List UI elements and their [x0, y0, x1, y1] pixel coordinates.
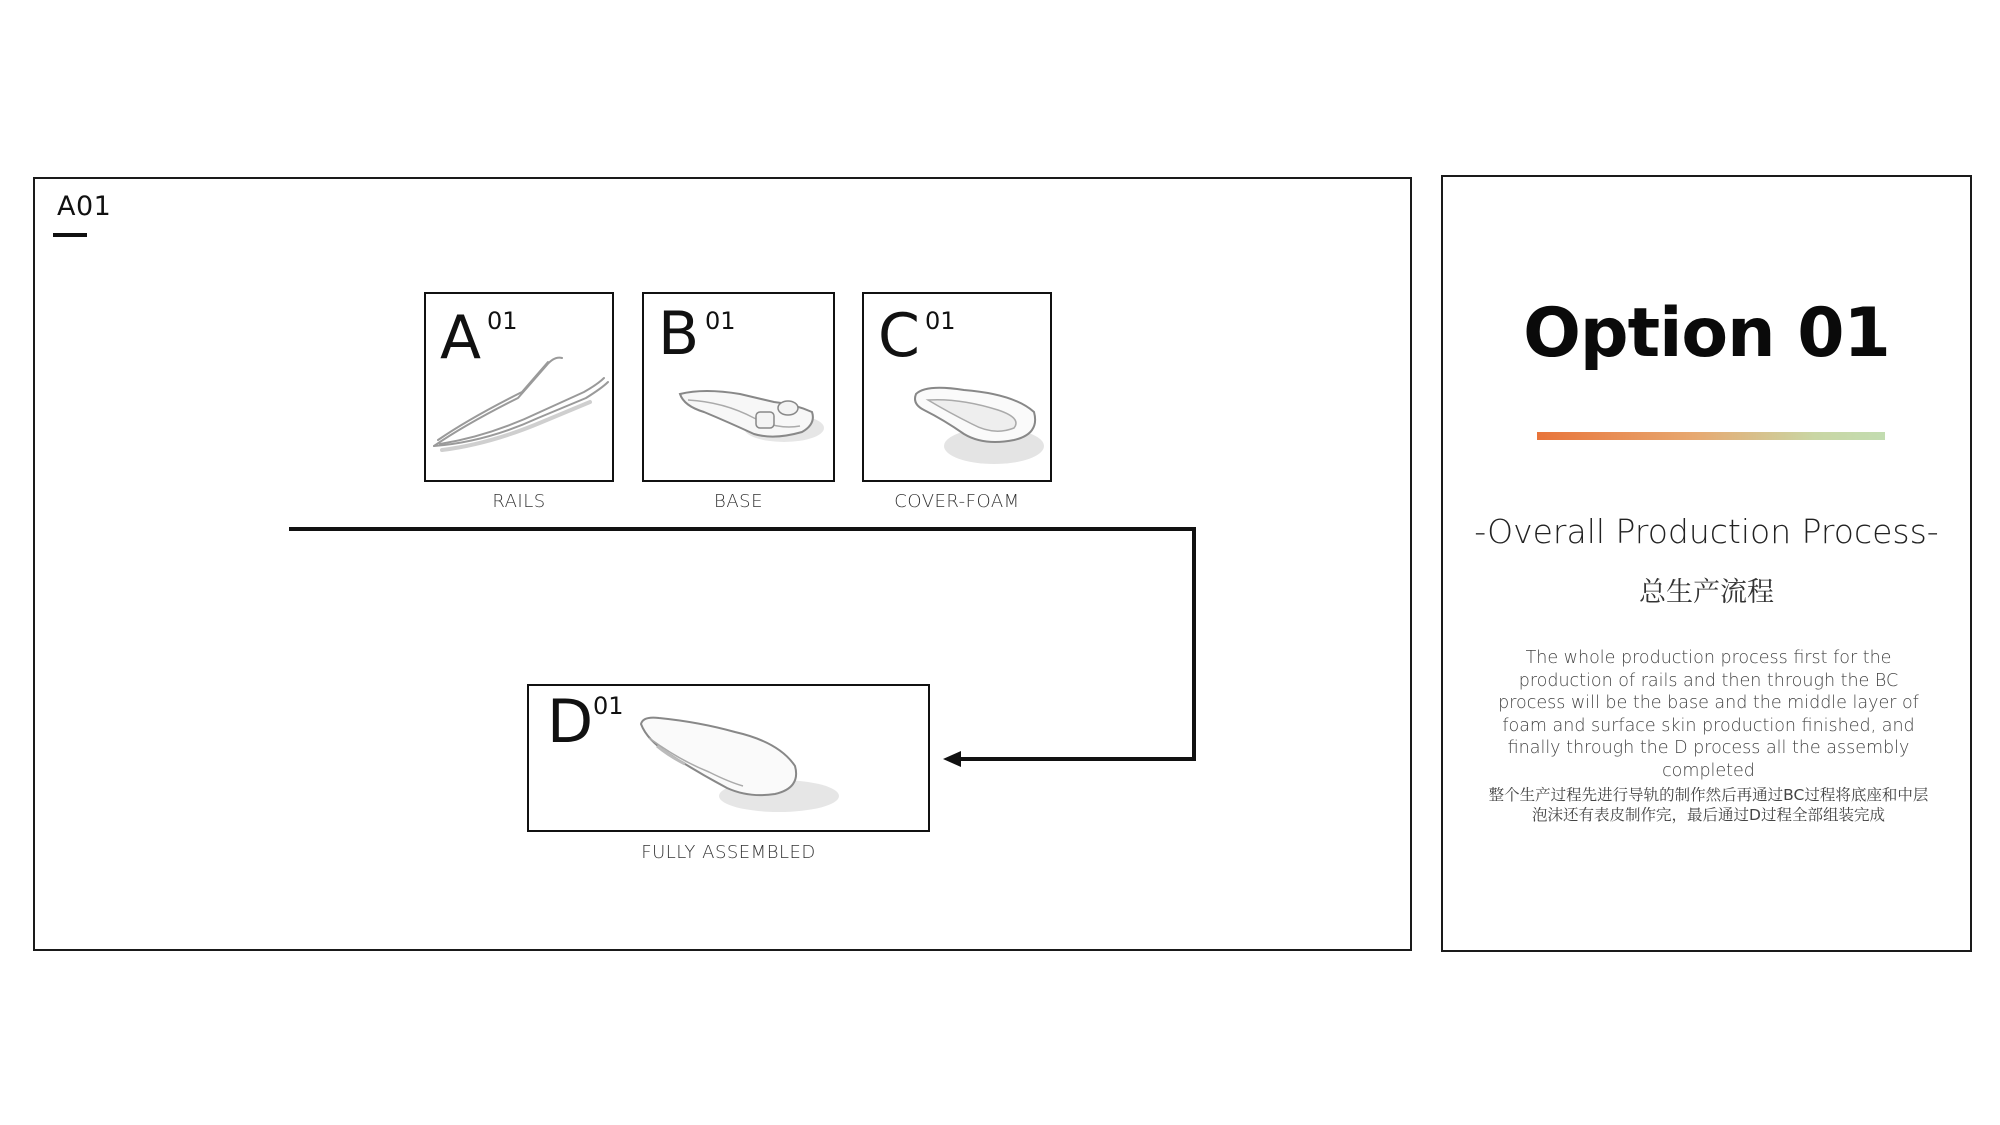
- component-caption-cover-foam: COVER-FOAM: [894, 491, 1020, 512]
- component-caption-assembled: FULLY ASSEMBLED: [641, 842, 816, 863]
- process-diagram-panel: [33, 177, 1412, 951]
- component-card-assembled: [527, 684, 930, 832]
- card-index: 01: [705, 307, 736, 335]
- card-letter: D: [547, 687, 594, 757]
- component-caption-rails: RAILS: [492, 491, 546, 512]
- option-title: Option 01: [1523, 294, 1890, 373]
- subtitle-chinese: 总生产流程: [1639, 577, 1774, 608]
- panel-id-label: A01: [57, 191, 112, 222]
- card-letter: B: [658, 299, 700, 369]
- card-letter: C: [878, 301, 920, 371]
- card-letter: A: [440, 303, 482, 373]
- arrow-head-icon: [943, 751, 961, 767]
- description-english: The whole production process first for the production of rails and then through the BC process will be the base and the middle layer of foam and surface skin production finished, and finally through the D process all the assembly completed: [1498, 648, 1919, 781]
- component-caption-base: BASE: [714, 491, 763, 512]
- subtitle-english: -Overall Production Process-: [1474, 512, 1939, 551]
- assembled-saddle-icon: [529, 686, 928, 830]
- card-index: 01: [487, 307, 518, 335]
- gradient-divider: [1537, 432, 1885, 440]
- option-summary-panel: [1441, 175, 1972, 952]
- process-flow-arrow: [35, 179, 1410, 949]
- card-index: 01: [925, 307, 956, 335]
- card-index: 01: [593, 692, 624, 720]
- description-chinese: 整个生产过程先进行导轨的制作然后再通过BC过程将底座和中层泡沫还有表皮制作完，最后通过D过程全部组装完成: [1488, 786, 1929, 824]
